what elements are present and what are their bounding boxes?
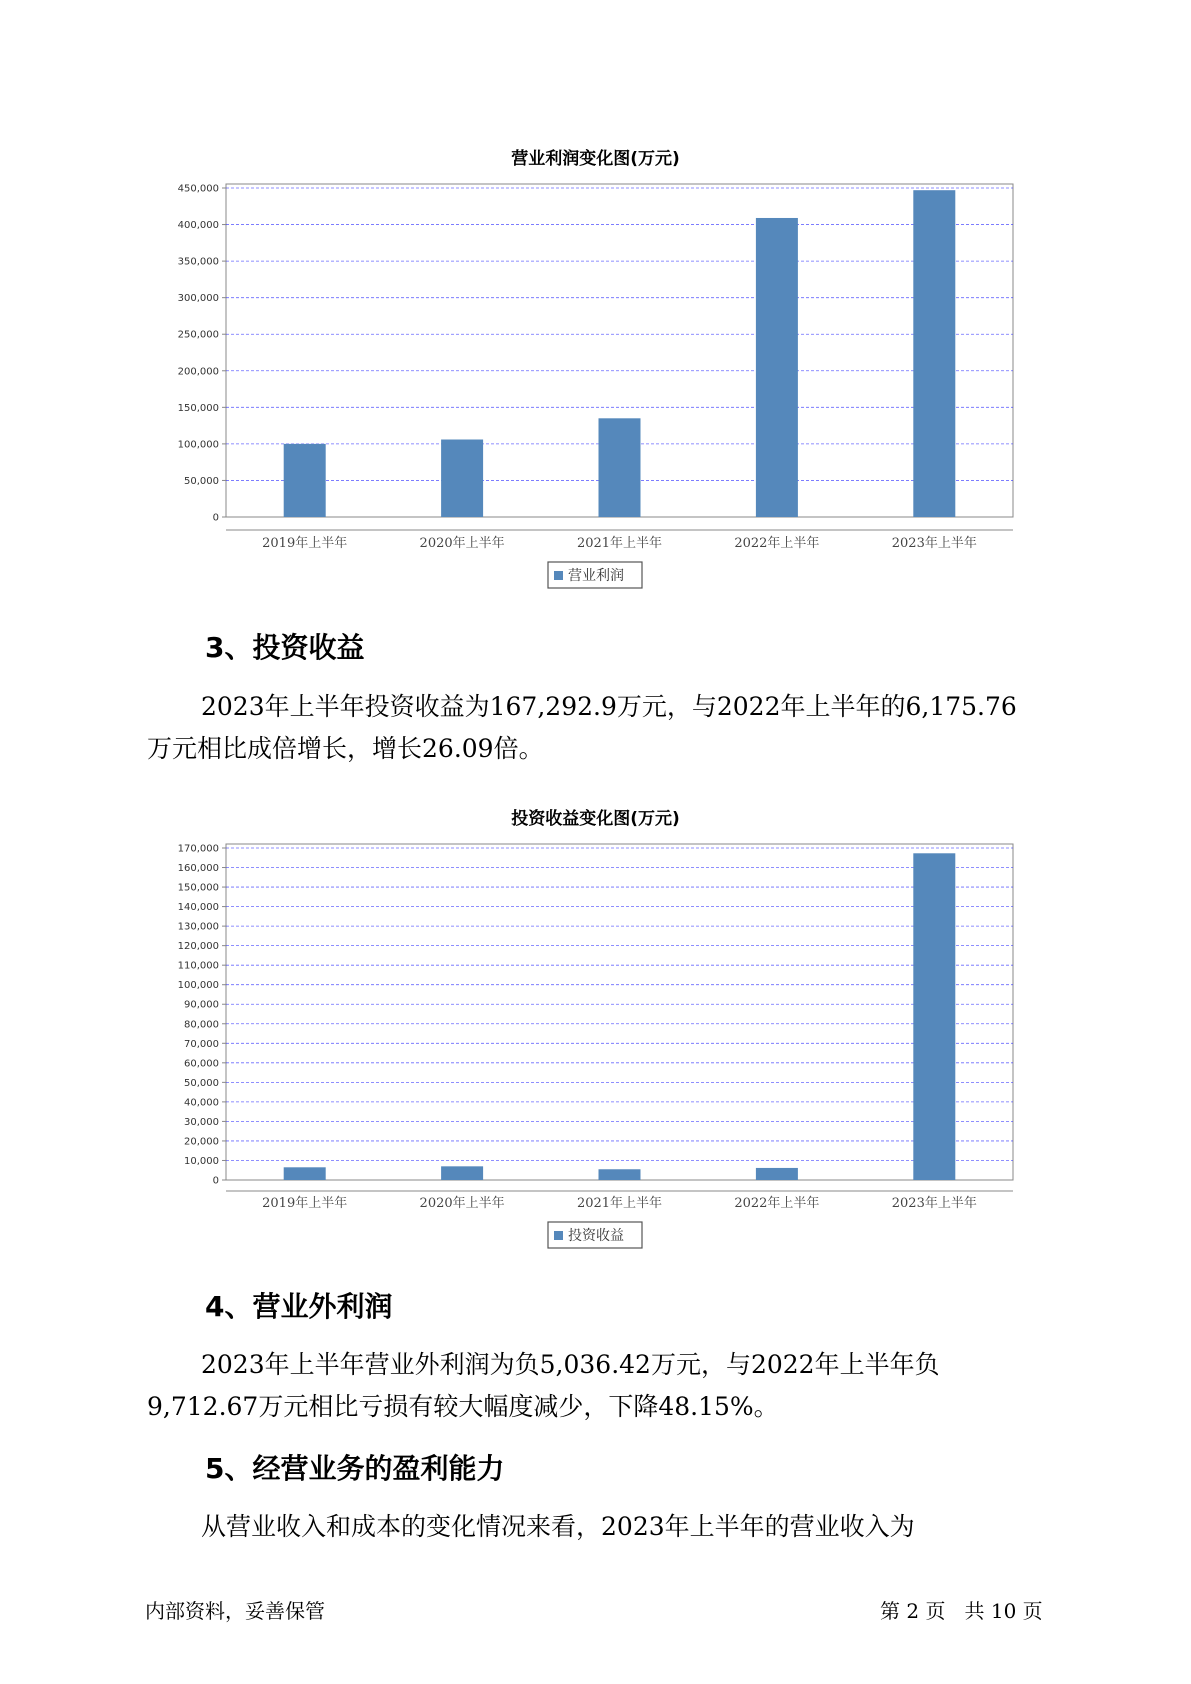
section3-line1: 2023年上半年投资收益为167,292.9万元，与2022年上半年的6,175.76 bbox=[201, 692, 1017, 721]
footer-page-number: 第 2 页 共 10 页 bbox=[880, 1599, 1043, 1623]
bar bbox=[756, 1168, 798, 1180]
section4-heading: 4、营业外利润 bbox=[205, 1290, 393, 1323]
y-tick-label: 160,000 bbox=[177, 863, 219, 875]
x-category-label: 2020年上半年 bbox=[419, 536, 505, 551]
y-tick-label: 200,000 bbox=[177, 366, 219, 378]
y-tick-label: 120,000 bbox=[177, 941, 219, 953]
section3-heading: 3、投资收益 bbox=[205, 631, 365, 664]
y-tick-label: 50,000 bbox=[184, 475, 219, 487]
y-tick-label: 150,000 bbox=[177, 402, 219, 414]
x-category-label: 2021年上半年 bbox=[576, 1196, 663, 1211]
section5-paragraph bbox=[147, 1506, 1067, 1548]
y-tick-label: 450,000 bbox=[177, 183, 219, 195]
section4-paragraph bbox=[147, 1344, 1067, 1428]
bar bbox=[441, 1166, 483, 1180]
x-category-label: 2023年上半年 bbox=[891, 536, 977, 551]
y-tick-label: 350,000 bbox=[177, 256, 219, 268]
y-tick-label: 140,000 bbox=[177, 902, 219, 914]
section5-heading: 5、经营业务的盈利能力 bbox=[205, 1452, 505, 1485]
y-tick-label: 30,000 bbox=[184, 1116, 219, 1128]
y-tick-label: 40,000 bbox=[184, 1097, 219, 1109]
y-tick-label: 400,000 bbox=[177, 220, 219, 232]
section4-line2: 9,712.67万元相比亏损有较大幅度减少，下降48.15%。 bbox=[147, 1392, 779, 1421]
y-tick-label: 300,000 bbox=[177, 293, 219, 305]
y-tick-label: 110,000 bbox=[177, 960, 219, 972]
y-tick-label: 130,000 bbox=[177, 921, 219, 933]
y-tick-label: 60,000 bbox=[184, 1058, 219, 1070]
y-tick-label: 250,000 bbox=[177, 329, 219, 341]
section5-line1: 从营业收入和成本的变化情况来看，2023年上半年的营业收入为 bbox=[201, 1512, 915, 1541]
legend-label: 投资收益 bbox=[568, 1228, 624, 1244]
y-tick-label: 150,000 bbox=[177, 882, 219, 894]
y-tick-label: 70,000 bbox=[184, 1038, 219, 1050]
plot-frame bbox=[226, 844, 1013, 1180]
x-category-label: 2019年上半年 bbox=[262, 536, 348, 551]
bar bbox=[599, 1169, 641, 1180]
y-tick-label: 10,000 bbox=[184, 1155, 219, 1167]
x-category-label: 2020年上半年 bbox=[419, 1196, 505, 1211]
chart1-title: 营业利润变化图(万元) bbox=[511, 149, 680, 169]
y-tick-label: 0 bbox=[212, 1175, 219, 1187]
y-tick-label: 100,000 bbox=[177, 980, 219, 992]
section3-line2: 万元相比成倍增长，增长26.09倍。 bbox=[147, 734, 544, 763]
y-tick-label: 50,000 bbox=[184, 1077, 219, 1089]
x-category-label: 2021年上半年 bbox=[576, 536, 663, 551]
y-tick-label: 170,000 bbox=[177, 843, 219, 855]
y-tick-label: 20,000 bbox=[184, 1136, 219, 1148]
footer-confidential: 内部资料，妥善保管 bbox=[145, 1599, 325, 1623]
chart2-title: 投资收益变化图(万元) bbox=[511, 809, 680, 829]
x-category-label: 2022年上半年 bbox=[734, 536, 820, 551]
y-tick-label: 80,000 bbox=[184, 1019, 219, 1031]
y-tick-label: 100,000 bbox=[177, 439, 219, 451]
y-tick-label: 90,000 bbox=[184, 999, 219, 1011]
x-category-label: 2022年上半年 bbox=[734, 1196, 820, 1211]
section4-line1: 2023年上半年营业外利润为负5,036.42万元，与2022年上半年负 bbox=[201, 1350, 940, 1379]
legend-swatch bbox=[554, 1231, 563, 1240]
bar bbox=[913, 853, 955, 1180]
legend-label: 营业利润 bbox=[568, 568, 624, 584]
x-category-label: 2019年上半年 bbox=[262, 1196, 348, 1211]
x-category-label: 2023年上半年 bbox=[891, 1196, 977, 1211]
bar bbox=[284, 1167, 326, 1180]
y-tick-label: 0 bbox=[212, 512, 219, 524]
